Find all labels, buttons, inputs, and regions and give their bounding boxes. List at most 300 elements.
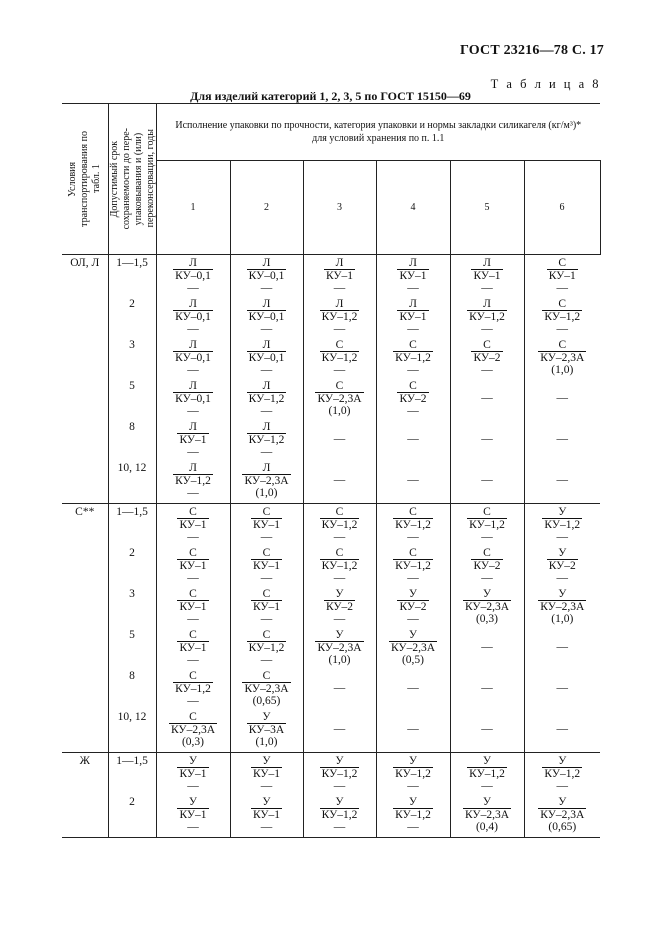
silica-gel-norm: — xyxy=(407,364,419,376)
silica-gel-norm: — xyxy=(556,780,569,792)
strength-execution: Л xyxy=(262,421,271,433)
silica-gel-norm: — xyxy=(333,572,346,584)
strength-execution: У xyxy=(262,755,271,767)
packaging-mark xyxy=(324,588,355,625)
silica-gel-norm: — xyxy=(481,531,493,543)
empty-dash: — xyxy=(481,723,493,735)
packaging-category: КУ–1 xyxy=(179,434,207,446)
packaging-cell xyxy=(156,339,230,380)
packaging-cell xyxy=(450,629,524,670)
packaging-mark xyxy=(173,462,213,499)
packaging-mark xyxy=(471,339,502,376)
packaging-category: КУ–1,2 xyxy=(544,519,581,531)
strength-execution: У xyxy=(262,711,271,723)
packaging-cell xyxy=(450,255,524,299)
packaging-cell xyxy=(450,670,524,711)
packaging-cell xyxy=(303,670,376,711)
packaging-category: КУ–2 xyxy=(548,560,576,572)
packaging-mark xyxy=(463,796,511,833)
packaging-cell xyxy=(303,255,376,299)
strength-execution: Л xyxy=(335,257,344,269)
packaging-mark xyxy=(251,547,282,584)
packaging-mark xyxy=(247,257,287,294)
packaging-category: КУ–0,1 xyxy=(248,311,285,323)
packaging-mark xyxy=(173,298,213,335)
packaging-mark xyxy=(471,547,502,584)
strength-execution: У xyxy=(335,588,344,600)
strength-execution: У xyxy=(408,588,418,600)
packaging-category: КУ–1,2 xyxy=(469,768,505,780)
packaging-mark xyxy=(177,755,208,792)
packaging-mark xyxy=(393,796,433,833)
strength-execution: Л xyxy=(189,462,197,474)
packaging-cell xyxy=(156,629,230,670)
packaging-cell xyxy=(303,711,376,753)
silica-gel-norm: — xyxy=(187,780,199,792)
packaging-category: КУ–1,2 xyxy=(248,434,285,446)
packaging-cell xyxy=(524,547,600,588)
silica-gel-norm: (1,0) xyxy=(551,364,574,376)
packaging-mark xyxy=(397,257,428,294)
packaging-cell xyxy=(450,796,524,838)
packaging-cell xyxy=(524,504,600,548)
packaging-cell xyxy=(376,421,450,462)
packaging-mark xyxy=(397,380,428,417)
packaging-cell xyxy=(524,588,600,629)
strength-execution: У xyxy=(262,796,271,808)
packaging-mark xyxy=(177,506,208,543)
packaging-category: КУ–1,2 xyxy=(175,683,211,695)
empty-dash: — xyxy=(481,392,493,404)
packaging-cell xyxy=(303,753,376,797)
packaging-cell xyxy=(450,711,524,753)
packaging-category: КУ–2,3А xyxy=(540,809,585,821)
storage-years: 2 xyxy=(108,796,156,838)
packaging-cell xyxy=(524,380,600,421)
packaging-mark xyxy=(177,588,208,625)
packaging-mark xyxy=(547,257,578,294)
packaging-cell xyxy=(156,421,230,462)
table-row xyxy=(62,339,600,380)
packaging-category: КУ–1 xyxy=(399,311,427,323)
strength-execution: Л xyxy=(262,257,271,269)
packaging-category: КУ–1 xyxy=(252,768,281,780)
empty-dash: — xyxy=(407,433,419,445)
strength-execution: Л xyxy=(262,298,271,310)
packaging-mark xyxy=(320,755,360,792)
packaging-category: КУ–2,3А xyxy=(464,809,509,821)
packaging-cell xyxy=(303,298,376,339)
packaging-cell xyxy=(376,629,450,670)
packaging-cell xyxy=(230,421,303,462)
packaging-category: КУ–1 xyxy=(179,809,207,821)
packaging-category: КУ–1 xyxy=(548,270,576,282)
table-row xyxy=(62,629,600,670)
strength-execution: У xyxy=(188,796,198,808)
empty-dash: — xyxy=(407,723,419,735)
strength-execution: Л xyxy=(262,462,271,474)
packaging-category: КУ–1,2 xyxy=(395,809,431,821)
empty-dash: — xyxy=(556,723,569,735)
packaging-cell xyxy=(450,298,524,339)
packaging-mark xyxy=(251,755,282,792)
silica-gel-norm: — xyxy=(260,282,273,294)
storage-years: 8 xyxy=(108,670,156,711)
storage-years: 5 xyxy=(108,380,156,421)
table-row xyxy=(62,421,600,462)
strength-execution: Л xyxy=(189,257,197,269)
silica-gel-norm: — xyxy=(187,821,199,833)
strength-execution: С xyxy=(189,629,197,641)
strength-execution: С xyxy=(558,298,567,310)
packaging-cell xyxy=(376,670,450,711)
strength-execution: С xyxy=(483,506,491,518)
packaging-category: КУ–1 xyxy=(399,270,427,282)
packaging-mark xyxy=(542,506,582,543)
table-row xyxy=(62,255,600,299)
packaging-category: КУ–2,3А xyxy=(317,393,362,405)
packaging-cell xyxy=(303,588,376,629)
table-row xyxy=(62,462,600,504)
packaging-cell xyxy=(376,796,450,838)
packaging-mark xyxy=(173,339,213,376)
silica-gel-norm: — xyxy=(187,446,199,458)
packaging-mark xyxy=(463,588,511,625)
empty-dash: — xyxy=(556,392,569,404)
packaging-cell xyxy=(156,753,230,797)
packaging-cell xyxy=(230,588,303,629)
strength-execution: С xyxy=(335,339,344,351)
packaging-cell xyxy=(156,796,230,838)
packaging-category: КУ–1,2 xyxy=(321,311,358,323)
packaging-mark xyxy=(177,629,208,666)
packaging-mark xyxy=(173,670,213,707)
silica-gel-norm: — xyxy=(407,405,419,417)
packaging-cell xyxy=(450,547,524,588)
packaging-cell xyxy=(303,380,376,421)
packaging-cell xyxy=(450,588,524,629)
packaging-category: КУ–1,2 xyxy=(321,519,358,531)
silica-gel-norm: — xyxy=(260,613,273,625)
header-storage-condition-5: 5 xyxy=(450,161,524,255)
strength-execution: Л xyxy=(189,298,197,310)
packaging-cell xyxy=(376,380,450,421)
silica-gel-norm: — xyxy=(187,364,199,376)
empty-dash: — xyxy=(481,641,493,653)
strength-execution: У xyxy=(482,588,492,600)
silica-gel-norm: — xyxy=(481,364,493,376)
strength-execution: У xyxy=(408,755,418,767)
packaging-mark xyxy=(251,588,282,625)
packaging-mark xyxy=(247,421,287,458)
packaging-category: КУ–1 xyxy=(179,642,207,654)
packaging-category: КУ–1 xyxy=(252,560,281,572)
empty-dash: — xyxy=(481,682,493,694)
silica-gel-norm: — xyxy=(556,323,569,335)
packaging-mark xyxy=(320,796,360,833)
silica-gel-norm: — xyxy=(333,821,346,833)
packaging-mark xyxy=(538,796,586,833)
packaging-cell xyxy=(230,380,303,421)
silica-gel-norm: — xyxy=(187,695,199,707)
packaging-cell xyxy=(376,339,450,380)
empty-dash: — xyxy=(556,433,569,445)
packaging-category: КУ–2 xyxy=(399,601,427,613)
storage-years: 10, 12 xyxy=(108,711,156,753)
packaging-category: КУ–1,2 xyxy=(248,393,285,405)
packaging-cell xyxy=(156,670,230,711)
silica-gel-norm: (1,0) xyxy=(255,736,278,748)
packaging-category: КУ–0,1 xyxy=(175,352,211,364)
silica-gel-norm: — xyxy=(260,323,273,335)
packaging-cell xyxy=(230,504,303,548)
silica-gel-norm: — xyxy=(260,405,273,417)
silica-gel-norm: — xyxy=(481,780,493,792)
transport-condition-label: Ж xyxy=(62,753,108,838)
empty-dash: — xyxy=(556,641,569,653)
silica-gel-norm: (1,0) xyxy=(255,487,278,499)
packaging-cell xyxy=(156,462,230,504)
table-label: Т а б л и ц а 8 xyxy=(490,77,601,91)
storage-years: 8 xyxy=(108,421,156,462)
packaging-mark xyxy=(542,298,582,335)
packaging-cell xyxy=(524,753,600,797)
packaging-cell xyxy=(524,298,600,339)
strength-execution: Л xyxy=(262,380,271,392)
packaging-cell xyxy=(524,629,600,670)
silica-gel-norm: — xyxy=(187,282,199,294)
strength-execution: С xyxy=(189,506,197,518)
packaging-category: КУ–1 xyxy=(473,270,501,282)
packaging-mark xyxy=(177,421,208,458)
packaging-mark xyxy=(467,298,507,335)
silica-gel-norm: (1,0) xyxy=(551,613,574,625)
header-storage-term: Допустимый срок сохраняемости до пере- упаковывания и (или) переконсервации, годы xyxy=(108,104,156,255)
strength-execution: С xyxy=(409,380,417,392)
packaging-cell xyxy=(156,255,230,299)
silica-gel-norm: — xyxy=(481,282,493,294)
table-row xyxy=(62,380,600,421)
packaging-cell xyxy=(230,629,303,670)
packaging-cell xyxy=(303,421,376,462)
packaging-cell xyxy=(230,711,303,753)
packaging-category: КУ–1,2 xyxy=(321,352,358,364)
packaging-category: КУ–1 xyxy=(252,809,281,821)
packaging-mark xyxy=(547,547,578,584)
strength-execution: С xyxy=(335,547,344,559)
storage-years: 5 xyxy=(108,629,156,670)
packaging-category: КУ–2,3А xyxy=(540,352,585,364)
empty-dash: — xyxy=(407,474,419,486)
silica-gel-norm: — xyxy=(481,323,493,335)
table-row xyxy=(62,504,600,548)
silica-gel-norm: — xyxy=(260,780,273,792)
packaging-mark xyxy=(242,462,290,499)
header-transport-conditions: Условия транспортирования по табл. 1 xyxy=(62,104,108,255)
table-row xyxy=(62,298,600,339)
silica-gel-norm: — xyxy=(407,572,419,584)
silica-gel-norm: — xyxy=(333,531,346,543)
packaging-cell xyxy=(524,796,600,838)
storage-years: 1—1,5 xyxy=(108,255,156,299)
table-row xyxy=(62,547,600,588)
header-storage-condition-1: 1 xyxy=(156,161,230,255)
packaging-cell xyxy=(376,711,450,753)
strength-execution: У xyxy=(558,755,567,767)
empty-dash: — xyxy=(333,433,346,445)
packaging-mark xyxy=(247,629,287,666)
strength-execution: С xyxy=(262,670,271,682)
packaging-cell xyxy=(230,753,303,797)
packaging-category: КУ–0,1 xyxy=(175,393,211,405)
silica-gel-norm: — xyxy=(556,282,569,294)
packaging-category: КУ–0,1 xyxy=(248,352,285,364)
strength-execution: С xyxy=(262,629,271,641)
packaging-mark xyxy=(538,588,586,625)
packaging-category: КУ–3А xyxy=(248,724,285,736)
packaging-mark xyxy=(320,506,360,543)
strength-execution: С xyxy=(262,588,271,600)
packaging-category: КУ–1 xyxy=(252,601,281,613)
silica-gel-norm: (0,5) xyxy=(401,654,425,666)
strength-execution: С xyxy=(262,547,271,559)
packaging-mark xyxy=(242,670,290,707)
packaging-mark xyxy=(177,547,208,584)
packaging-category: КУ–1 xyxy=(252,519,281,531)
packaging-mark xyxy=(324,257,355,294)
empty-dash: — xyxy=(407,682,419,694)
packaging-category: КУ–2,3А xyxy=(170,724,215,736)
storage-years: 1—1,5 xyxy=(108,753,156,797)
packaging-mark xyxy=(177,796,208,833)
table-row xyxy=(62,588,600,629)
storage-years: 10, 12 xyxy=(108,462,156,504)
silica-gel-norm: (1,0) xyxy=(328,405,351,417)
packaging-category: КУ–2,3А xyxy=(317,642,362,654)
header-packaging-execution xyxy=(156,104,600,161)
packaging-cell xyxy=(376,462,450,504)
strength-execution: С xyxy=(335,380,344,392)
strength-execution: Л xyxy=(189,339,197,351)
packaging-mark xyxy=(251,796,282,833)
storage-years: 3 xyxy=(108,339,156,380)
transport-condition-label: ОЛ, Л xyxy=(62,255,108,504)
packaging-category: КУ–1,2 xyxy=(321,560,358,572)
packaging-category: КУ–1 xyxy=(179,768,207,780)
packaging-category: КУ–2,3А xyxy=(244,475,289,487)
table-row xyxy=(62,711,600,753)
empty-dash: — xyxy=(333,474,346,486)
header-storage-condition-2: 2 xyxy=(230,161,303,255)
strength-execution: Л xyxy=(483,257,491,269)
strength-execution: Л xyxy=(335,298,344,310)
table-row xyxy=(62,753,600,797)
packaging-mark xyxy=(173,380,213,417)
silica-gel-norm: — xyxy=(260,654,273,666)
packaging-cell xyxy=(230,255,303,299)
silica-gel-norm: — xyxy=(407,531,419,543)
packaging-category: КУ–1 xyxy=(179,601,207,613)
strength-execution: С xyxy=(335,506,344,518)
packaging-cell xyxy=(376,547,450,588)
transport-condition-label: С** xyxy=(62,504,108,753)
packaging-cell xyxy=(230,298,303,339)
silica-gel-norm: — xyxy=(407,282,419,294)
header-storage-condition-6: 6 xyxy=(524,161,600,255)
silica-gel-norm: — xyxy=(556,572,569,584)
packaging-cell xyxy=(524,255,600,299)
packaging-mark xyxy=(169,711,217,748)
packaging-mark xyxy=(173,257,213,294)
packaging-mark xyxy=(542,755,582,792)
packaging-cell xyxy=(450,462,524,504)
strength-execution: Л xyxy=(262,339,271,351)
packaging-table xyxy=(62,103,601,838)
packaging-mark xyxy=(393,755,433,792)
packaging-category: КУ–1,2 xyxy=(395,519,431,531)
packaging-category: КУ–1,2 xyxy=(544,311,581,323)
packaging-cell xyxy=(524,711,600,753)
silica-gel-norm: — xyxy=(187,323,199,335)
strength-execution: У xyxy=(408,796,418,808)
packaging-mark xyxy=(467,506,507,543)
silica-gel-norm: — xyxy=(187,487,199,499)
strength-execution: У xyxy=(408,629,418,641)
empty-dash: — xyxy=(481,474,493,486)
packaging-category: КУ–1,2 xyxy=(395,352,431,364)
packaging-mark xyxy=(320,298,360,335)
empty-dash: — xyxy=(481,433,493,445)
header-storage-condition-4: 4 xyxy=(376,161,450,255)
packaging-mark xyxy=(247,380,287,417)
table-row xyxy=(62,670,600,711)
packaging-mark xyxy=(397,588,428,625)
packaging-cell xyxy=(156,504,230,548)
packaging-mark xyxy=(471,257,502,294)
packaging-mark xyxy=(320,547,360,584)
strength-execution: У xyxy=(335,629,344,641)
header-span-line2: для условий хранения по п. 1.1 xyxy=(312,133,445,144)
empty-dash: — xyxy=(556,474,569,486)
packaging-mark xyxy=(393,506,433,543)
silica-gel-norm: — xyxy=(407,613,419,625)
packaging-cell xyxy=(450,504,524,548)
strength-execution: У xyxy=(558,506,567,518)
packaging-mark xyxy=(247,298,287,335)
silica-gel-norm: (0,4) xyxy=(475,821,499,833)
strength-execution: У xyxy=(188,755,198,767)
strength-execution: С xyxy=(558,339,567,351)
packaging-cell xyxy=(524,670,600,711)
packaging-cell xyxy=(303,462,376,504)
strength-execution: Л xyxy=(409,298,417,310)
packaging-category: КУ–1,2 xyxy=(175,475,211,487)
silica-gel-norm: — xyxy=(407,323,419,335)
silica-gel-norm: — xyxy=(260,446,273,458)
silica-gel-norm: (0,65) xyxy=(252,695,281,707)
packaging-category: КУ–2,3А xyxy=(540,601,585,613)
packaging-cell xyxy=(303,339,376,380)
packaging-category: КУ–2 xyxy=(473,352,501,364)
packaging-cell xyxy=(156,547,230,588)
packaging-mark xyxy=(538,339,586,376)
packaging-category: КУ–1 xyxy=(179,519,207,531)
strength-execution: У xyxy=(482,755,492,767)
strength-execution: У xyxy=(558,796,567,808)
packaging-mark xyxy=(393,339,433,376)
silica-gel-norm: — xyxy=(407,780,419,792)
packaging-cell xyxy=(230,796,303,838)
